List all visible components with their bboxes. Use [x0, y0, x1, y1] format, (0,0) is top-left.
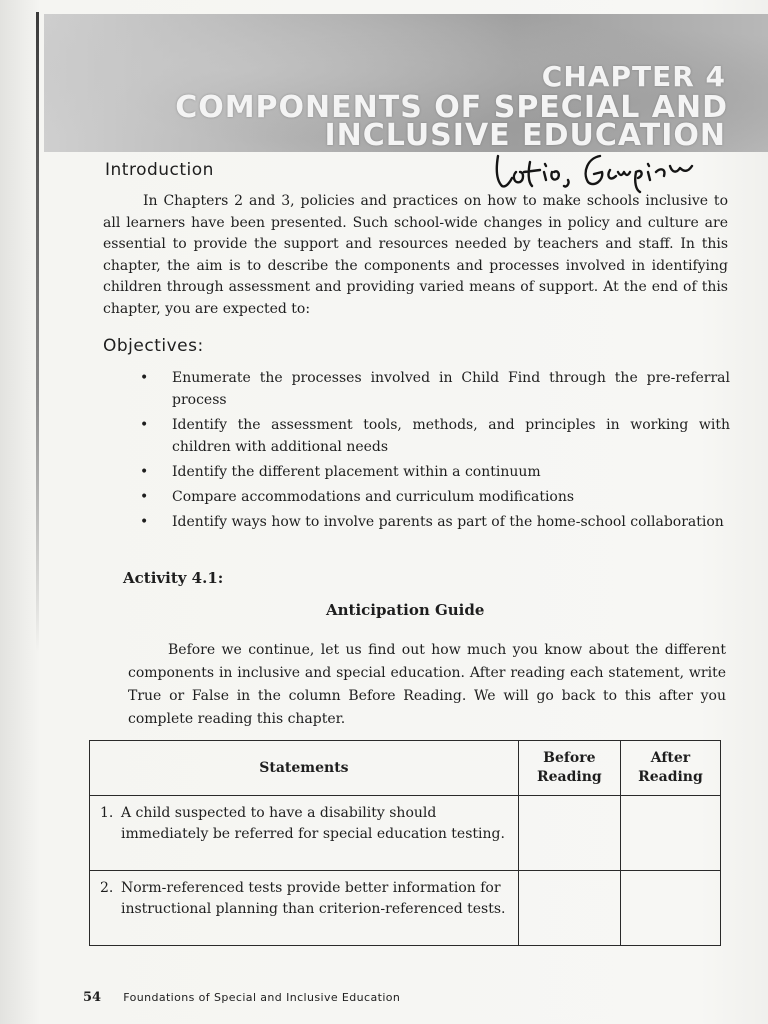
table-row	[90, 796, 721, 871]
before-reading-cell[interactable]	[518, 871, 620, 946]
list-item: • Identify ways how to involve parents as part of the home-school collaboration	[140, 511, 730, 533]
activity-instructions: Before we continue, let us find out how much you know about the different components in inclusive and special education. After reading each statement, write True or False in the column Before Reading. We will go back to this after you complete reading this chapter.	[128, 642, 726, 727]
bullet-icon: •	[140, 514, 149, 530]
page-binding-shadow	[36, 12, 39, 652]
header-before-reading: Before Reading	[518, 741, 620, 796]
bullet-icon: •	[140, 464, 149, 480]
table-row	[90, 871, 721, 946]
objectives-heading: Objectives:	[103, 336, 204, 356]
list-item: • Enumerate the processes involved in Child Find through the pre-referral process	[140, 367, 730, 411]
chapter-banner	[44, 14, 768, 152]
before-reading-cell[interactable]	[518, 796, 620, 871]
anticipation-guide-table	[89, 740, 721, 946]
handwritten-signature	[490, 142, 720, 194]
statement-text: Norm-referenced tests provide better information for instructional planning than criterion-referenced tests.	[121, 880, 506, 917]
list-item: • Identify the assessment tools, methods, and principles in working with children with additional needs	[140, 414, 730, 458]
book-title: Foundations of Special and Inclusive Education	[123, 991, 401, 1004]
statement-cell	[90, 796, 519, 871]
objectives-list	[140, 367, 730, 536]
statement-number: 1.	[100, 805, 114, 821]
table-header-row	[90, 741, 721, 796]
bullet-icon: •	[140, 370, 149, 386]
statement-text: A child suspected to have a disability should immediately be referred for special education testing.	[121, 805, 505, 842]
page-number: 54	[83, 990, 102, 1005]
statement-cell	[90, 871, 519, 946]
after-reading-cell[interactable]	[620, 796, 720, 871]
chapter-number: CHAPTER 4	[541, 60, 726, 93]
introduction-paragraph: In Chapters 2 and 3, policies and practices on how to make schools inclusive to all learners have been presented. Such school-wide changes in policy and culture are essential to provide the support and resources needed by teachers and staff. In this chapter, the aim is to describe the components and processes involved in identifying children through assessment and providing varied means of support. At the end of this chapter, you are expected to:	[103, 193, 728, 317]
introduction-heading: Introduction	[105, 160, 214, 180]
bullet-icon: •	[140, 489, 149, 505]
statement-number: 2.	[100, 880, 114, 896]
activity-label: Activity 4.1:	[123, 569, 224, 587]
list-item: • Identify the different placement within a continuum	[140, 461, 730, 483]
activity-title: Anticipation Guide	[326, 601, 485, 619]
after-reading-cell[interactable]	[620, 871, 720, 946]
chapter-title-line-1: COMPONENTS OF SPECIAL AND	[175, 90, 728, 125]
header-after-reading: After Reading	[620, 741, 720, 796]
bullet-icon: •	[140, 417, 149, 433]
chapter-title-line-2: INCLUSIVE EDUCATION	[324, 118, 726, 153]
list-item: • Compare accommodations and curriculum modifications	[140, 486, 730, 508]
page-footer	[83, 990, 400, 1005]
header-statements: Statements	[90, 741, 519, 796]
